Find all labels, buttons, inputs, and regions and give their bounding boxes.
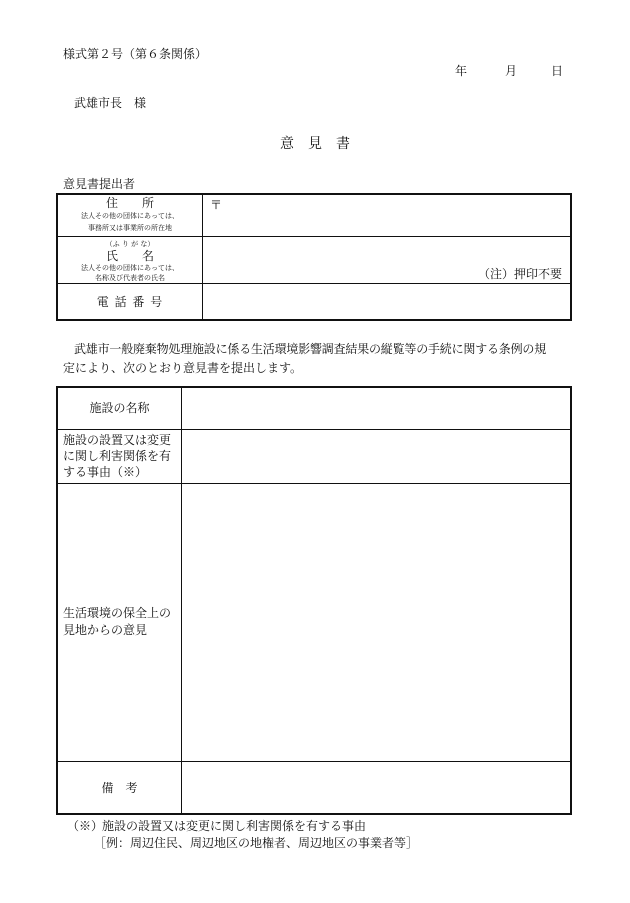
applicant-table bbox=[56, 193, 572, 321]
interest-field[interactable] bbox=[182, 430, 570, 483]
name-label-cell bbox=[58, 237, 203, 283]
opinion-field[interactable] bbox=[182, 484, 570, 761]
page-title: 意 見 書 bbox=[280, 136, 350, 152]
footnote-mark: （※） bbox=[67, 819, 104, 833]
remarks-label: 備 考 bbox=[101, 781, 138, 795]
form-number: 様式第２号（第６条関係） bbox=[63, 47, 208, 61]
seal-note: （注）押印不要 bbox=[477, 267, 562, 281]
opinion-label-cell bbox=[58, 484, 182, 761]
postal-mark: 〒 bbox=[210, 198, 223, 212]
facility-name-label-cell bbox=[58, 388, 182, 429]
facility-name-row bbox=[58, 388, 570, 430]
address-label-cell bbox=[58, 195, 203, 236]
date-year: 年 bbox=[455, 64, 468, 78]
phone-field[interactable] bbox=[203, 284, 570, 321]
facility-name-field[interactable] bbox=[182, 388, 570, 429]
name-note-line1: 法人その他の団体にあっては、 bbox=[81, 264, 179, 272]
address-note-line1: 法人その他の団体にあっては、 bbox=[81, 212, 179, 220]
applicant-section-label: 意見書提出者 bbox=[63, 177, 136, 191]
date-day: 日 bbox=[551, 64, 564, 78]
opinion-label-line2: 見地からの意見 bbox=[63, 623, 148, 637]
statement-line1: 武雄市一般廃棄物処理施設に係る生活環境影響調査結果の縦覧等の手続に関する条例の規 bbox=[74, 342, 547, 356]
opinion-row bbox=[58, 484, 570, 762]
interest-label-line2: に関し利害関係を有 bbox=[63, 449, 172, 463]
footnote-line2: ［例：周辺住民、周辺地区の地権者、周辺地区の事業者等］ bbox=[94, 836, 419, 850]
name-note-line2: 名称及び代表者の氏名 bbox=[95, 274, 165, 282]
remarks-row bbox=[58, 762, 570, 813]
facility-name-label: 施設の名称 bbox=[89, 401, 150, 415]
footnote-line1: 施設の設置又は変更に関し利害関係を有する事由 bbox=[102, 819, 367, 833]
opinion-label-line1: 生活環境の保全上の bbox=[63, 606, 172, 620]
opinion-table bbox=[56, 386, 572, 815]
name-furigana: （ふ り が な） bbox=[105, 240, 155, 248]
address-field[interactable] bbox=[203, 195, 570, 236]
phone-row bbox=[58, 284, 570, 321]
interest-row bbox=[58, 430, 570, 484]
remarks-label-cell bbox=[58, 762, 182, 813]
phone-label: 電 話 番 号 bbox=[96, 295, 164, 309]
name-field[interactable] bbox=[203, 237, 570, 283]
addressee: 武雄市長 様 bbox=[74, 96, 147, 110]
address-note-line2: 事務所又は事業所の所在地 bbox=[88, 224, 172, 232]
name-row bbox=[58, 237, 570, 284]
statement-line2: 定により、次のとおり意見書を提出します。 bbox=[63, 361, 303, 375]
phone-label-cell bbox=[58, 284, 203, 321]
remarks-field[interactable] bbox=[182, 762, 570, 813]
interest-label-line1: 施設の設置又は変更 bbox=[63, 433, 172, 447]
interest-label-line3: する事由（※） bbox=[63, 465, 148, 479]
date-month: 月 bbox=[505, 64, 518, 78]
name-label: 氏 名 bbox=[105, 249, 154, 263]
address-row bbox=[58, 195, 570, 237]
interest-label-cell bbox=[58, 430, 182, 483]
address-label: 住 所 bbox=[105, 196, 154, 210]
